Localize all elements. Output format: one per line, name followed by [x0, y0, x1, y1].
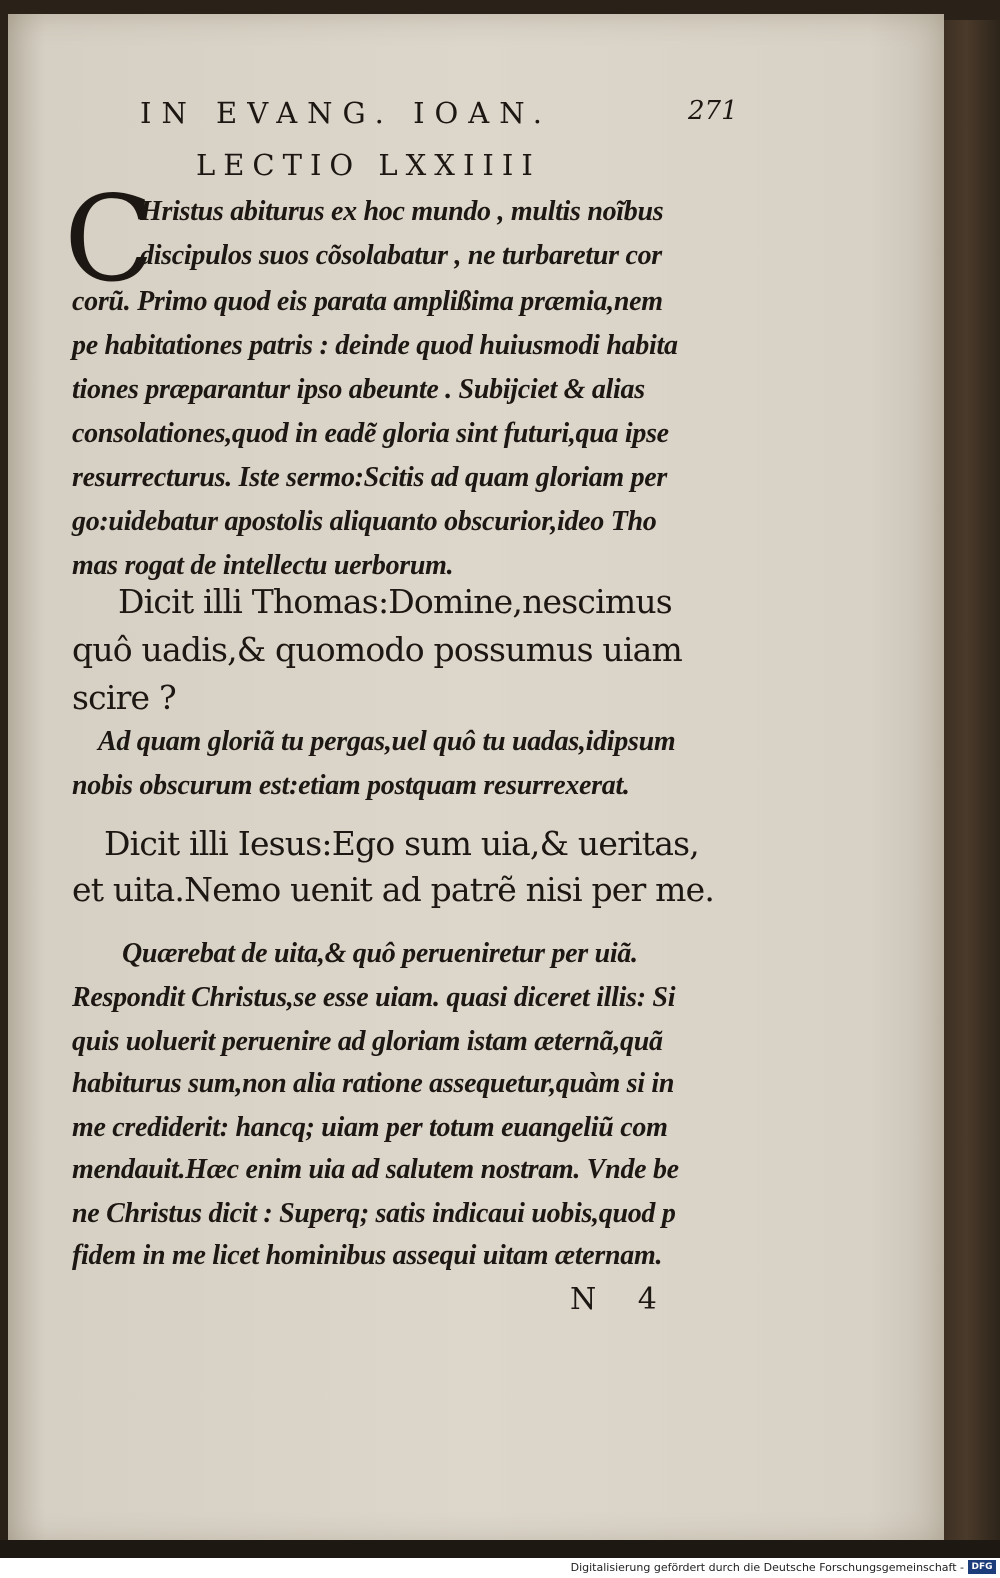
scripture-line: scire ?	[72, 678, 176, 717]
commentary-line: fidem in me licet hominibus assequi uitam æternam.	[72, 1240, 663, 1271]
commentary-line: Ad quam gloriã tu pergas,uel quô tu uadas,idipsum	[98, 726, 676, 757]
commentary-line: mendauit.Hæc enim uia ad salutem nostram. Vnde be	[72, 1154, 679, 1185]
commentary-line: consolationes,quod in eadẽ gloria sint futuri,qua ipse	[72, 418, 669, 449]
commentary-line: tiones præparantur ipso abeunte . Subijciet & alias	[72, 374, 645, 405]
running-head: IN EVANG. IOAN.	[140, 96, 552, 130]
commentary-line: Hristus abiturus ex hoc mundo , multis noĩbus	[140, 196, 664, 227]
commentary-line: Respondit Christus,se esse uiam. quasi diceret illis: Si	[72, 982, 676, 1013]
commentary-line: go:uidebatur apostolis aliquanto obscurior,ideo Tho	[72, 506, 657, 537]
book-bottom-edge	[0, 1540, 1000, 1558]
lectio-heading: LECTIO LXXIIII	[196, 148, 541, 182]
commentary-line: resurrecturus. Iste sermo:Scitis ad quam gloriam per	[72, 462, 668, 493]
book-fore-edge	[944, 20, 1000, 1550]
commentary-line: mas rogat de intellectu uerborum.	[72, 550, 454, 581]
scripture-line: Dicit illi Iesus:Ego sum uia,& ueritas,	[104, 824, 699, 863]
commentary-line: Quærebat de uita,& quô perueniretur per uiã.	[122, 938, 638, 969]
commentary-line: discipulos suos cõsolabatur , ne turbaretur cor	[140, 240, 662, 271]
commentary-line: corũ. Primo quod eis parata amplißima præmia,nem	[72, 286, 663, 317]
commentary-line: ne Christus dicit : Superq; satis indicaui uobis,quod p	[72, 1198, 676, 1229]
drop-cap: C	[64, 170, 155, 308]
commentary-line: pe habitationes patris : deinde quod huiusmodi habita	[72, 330, 678, 361]
commentary-line: nobis obscurum est:etiam postquam resurrexerat.	[72, 770, 630, 801]
commentary-line: quis uoluerit peruenire ad gloriam istam æternã,quã	[72, 1026, 663, 1057]
commentary-line: habiturus sum,non alia ratione assequetur,quàm si in	[72, 1068, 675, 1099]
commentary-line: me crediderit: hancq; uiam per totum euangeliũ com	[72, 1112, 668, 1143]
page-number: 271	[688, 96, 738, 126]
digitization-note: Digitalisierung gefördert durch die Deutsche Forschungsgemeinschaft -	[570, 1561, 964, 1574]
signature-mark: N 4	[570, 1282, 673, 1317]
dfg-logo: DFG	[968, 1560, 996, 1574]
scripture-line: Dicit illi Thomas:Domine,nescimus	[118, 582, 672, 621]
scripture-line: et uita.Nemo uenit ad patrẽ nisi per me.	[72, 870, 715, 909]
scripture-line: quô uadis,& quomodo possumus uiam	[72, 630, 682, 669]
